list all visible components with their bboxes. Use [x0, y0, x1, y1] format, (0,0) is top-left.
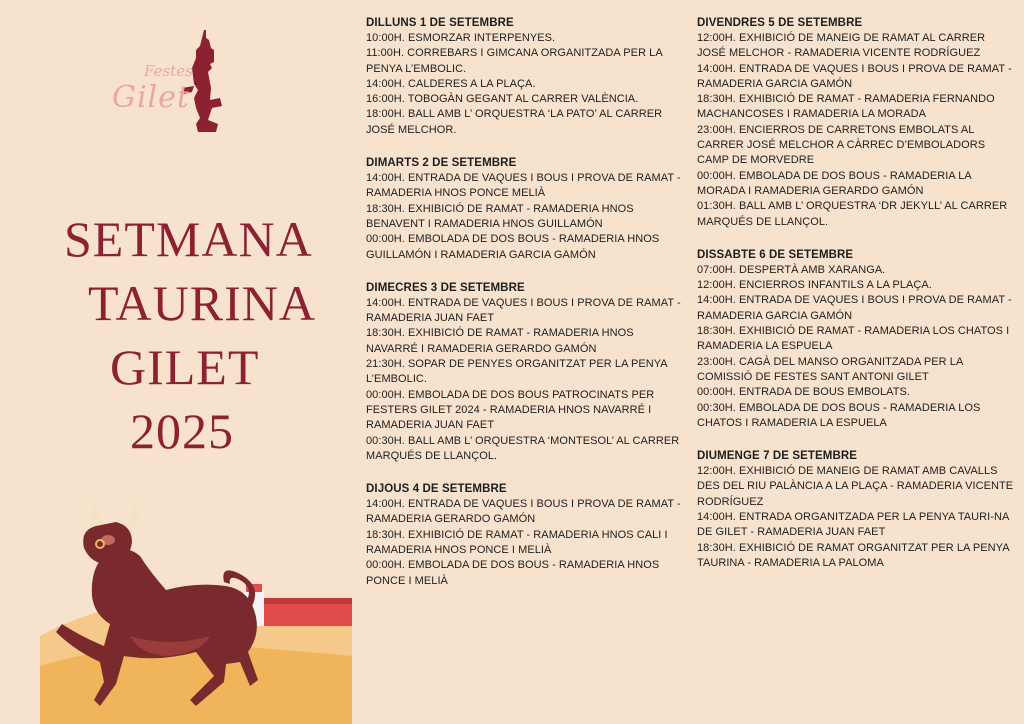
event-line: 18:30H. EXHIBICIÓ DE RAMAT - RAMADERIA FERNANDO MACHANCOSES I RAMADERIA LA MORADA	[697, 93, 995, 121]
bull-illustration	[0, 486, 352, 724]
event-line: 18:30H. EXHIBICIÓ DE RAMAT - RAMADERIA HNOS BENAVENT I RAMADERIA HNOS GUILLAMÓN	[366, 202, 634, 230]
bull-horn-left	[91, 496, 104, 526]
logo-text-festes: Festes	[144, 62, 193, 80]
event-line: 00:00H. EMBOLADA DE DOS BOUS - RAMADERIA HNOS GUILLAMÓN I RAMADERIA GARCIA GAMÓN	[366, 233, 660, 261]
day-title: DIVENDRES 5 DE SETEMBRE	[697, 17, 863, 29]
day-block	[697, 16, 1017, 230]
event-line: 23:00H. ENCIERROS DE CARRETONS EMBOLATS AL CARRER JOSÉ MELCHOR A CÀRREC D’EMBOLADORS CAMP DE MORVEDRE	[697, 123, 986, 167]
title-line-1: SETMANA	[64, 211, 313, 267]
event-line: 14:00H. CALDERES A LA PLAÇA.	[366, 77, 536, 90]
day-title: DILLUNS 1 DE SETEMBRE	[366, 17, 514, 29]
event-line: 10:00H. ESMORZAR INTERPENYES.	[366, 32, 556, 44]
event-line: 14:00H. ENTRADA DE VAQUES I BOUS I PROVA DE RAMAT - RAMADERIA HNOS PONCE MELIÀ	[366, 172, 681, 200]
event-line: 01:30H. BALL AMB L’ ORQUESTRA ‘DR JEKYLL’ AL CARRER MARQUÉS DE LLANÇOL.	[697, 200, 1008, 228]
day-block	[366, 156, 686, 263]
event-line: 00:30H. EMBOLADA DE DOS BOUS - RAMADERIA LOS CHATOS I RAMADERIA LA ESPUELA	[697, 401, 981, 429]
event-line: 16:00H. TOBOGÀN GEGANT AL CARRER VALÈNCIA.	[366, 93, 639, 106]
day-title: DIJOUS 4 DE SETEMBRE	[366, 483, 507, 496]
logo-text-gilet: Gilet	[112, 80, 190, 115]
arena-sand-shade	[40, 645, 352, 724]
festes-gilet-logo	[108, 28, 248, 138]
day-title: DISSABTE 6 DE SETEMBRE	[697, 248, 854, 261]
day-block	[366, 482, 686, 589]
schedule-column-left	[366, 16, 686, 607]
day-title: DIUMENGE 7 DE SETEMBRE	[697, 450, 858, 463]
day-block	[697, 248, 1017, 431]
event-line: 12:00H. ENCIERROS INFANTILS A LA PLAÇA.	[697, 279, 932, 292]
day-block	[697, 449, 1017, 571]
event-line: 00:00H. ENTRADA DE BOUS EMBOLATS.	[697, 386, 910, 399]
bull-horn-right	[124, 494, 139, 530]
event-line: 21:30H. SOPAR DE PENYES ORGANITZAT PER LA PENYA L’EMBOLIC.	[366, 358, 668, 386]
event-line: 12:00H. EXHIBICIÓ DE MANEIG DE RAMAT AL CARRER JOSÉ MELCHOR - RAMADERIA VICENTE RODRÍGUEZ	[697, 32, 986, 60]
event-line: 14:00H. ENTRADA DE VAQUES I BOUS I PROVA DE RAMAT - RAMADERIA GARCIA GAMÓN	[697, 62, 1012, 90]
schedule-column-right	[697, 16, 1017, 589]
title-line-4: 2025	[130, 403, 234, 459]
event-line: 18:30H. EXHIBICIÓ DE RAMAT - RAMADERIA LOS CHATOS I RAMADERIA LA ESPUELA	[697, 325, 1010, 353]
title-line-2: TAURINA	[88, 275, 316, 331]
event-line: 14:00H. ENTRADA DE VAQUES I BOUS I PROVA DE RAMAT - RAMADERIA GARCIA GAMÓN	[697, 294, 1012, 322]
event-line: 18:00H. BALL AMB L’ ORQUESTRA ‘LA PATO’ AL CARRER JOSÉ MELCHOR.	[366, 108, 663, 136]
event-line: 00:00H. EMBOLADA DE DOS BOUS - RAMADERIA LA MORADA I RAMADERIA GERARDO GAMÓN	[697, 169, 972, 197]
event-line: 18:30H. EXHIBICIÓ DE RAMAT - RAMADERIA HNOS NAVARRÉ I RAMADERIA GERARDO GAMÓN	[366, 327, 634, 355]
event-line: 00:00H. EMBOLADA DE DOS BOUS - RAMADERIA HNOS PONCE I MELIÀ	[366, 559, 660, 587]
event-line: 00:00H. EMBOLADA DE DOS BOUS PATROCINATS PER FESTERS GILET 2024 - RAMADERIA HNOS NAVARRÉ I RAMADERIA JUAN FAET	[366, 388, 655, 432]
event-line: 00:30H. BALL AMB L’ ORQUESTRA ‘MONTESOL’ AL CARRER MARQUÉS DE LLANÇOL.	[366, 434, 680, 462]
event-line: 18:30H. EXHIBICIÓ DE RAMAT ORGANITZAT PER LA PENYA TAURINA - RAMADERIA LA PALOMA	[697, 541, 1010, 569]
event-line: 14:00H. ENTRADA DE VAQUES I BOUS I PROVA DE RAMAT - RAMADERIA JUAN FAET	[366, 296, 681, 325]
event-line: 07:00H. DESPERTÀ AMB XARANGA.	[697, 263, 886, 276]
event-line: 14:00H. ENTRADA ORGANITZADA PER LA PENYA TAURI-NA DE GILET - RAMADERIA JUAN FAET	[697, 511, 1009, 539]
title-line-3: GILET	[110, 339, 260, 395]
day-block	[366, 281, 686, 464]
event-line: 12:00H. EXHIBICIÓ DE MANEIG DE RAMAT AMB CAVALLS DES DEL RIU PALÀNCIA A LA PLAÇA - RAMADERIA VICENTE RODRÍGUEZ	[697, 465, 1014, 508]
event-line: 23:00H. CAGÀ DEL MANSO ORGANITZADA PER LA COMISSIÓ DE FESTES SANT ANTONI GILET	[697, 355, 963, 383]
event-line: 14:00H. ENTRADA DE VAQUES I BOUS I PROVA DE RAMAT - RAMADERIA GERARDO GAMÓN	[366, 498, 681, 526]
event-line: 18:30H. EXHIBICIÓ DE RAMAT - RAMADERIA HNOS CALI I RAMADERIA HNOS PONCE I MELIÀ	[366, 528, 668, 557]
event-line: 11:00H. CORREBARS I GIMCANA ORGANITZADA PER LA PENYA L’EMBOLIC.	[366, 47, 663, 75]
day-title: DIMECRES 3 DE SETEMBRE	[366, 281, 525, 294]
cover-panel	[0, 0, 352, 724]
day-block	[366, 16, 686, 138]
day-title: DIMARTS 2 DE SETEMBRE	[366, 157, 517, 170]
